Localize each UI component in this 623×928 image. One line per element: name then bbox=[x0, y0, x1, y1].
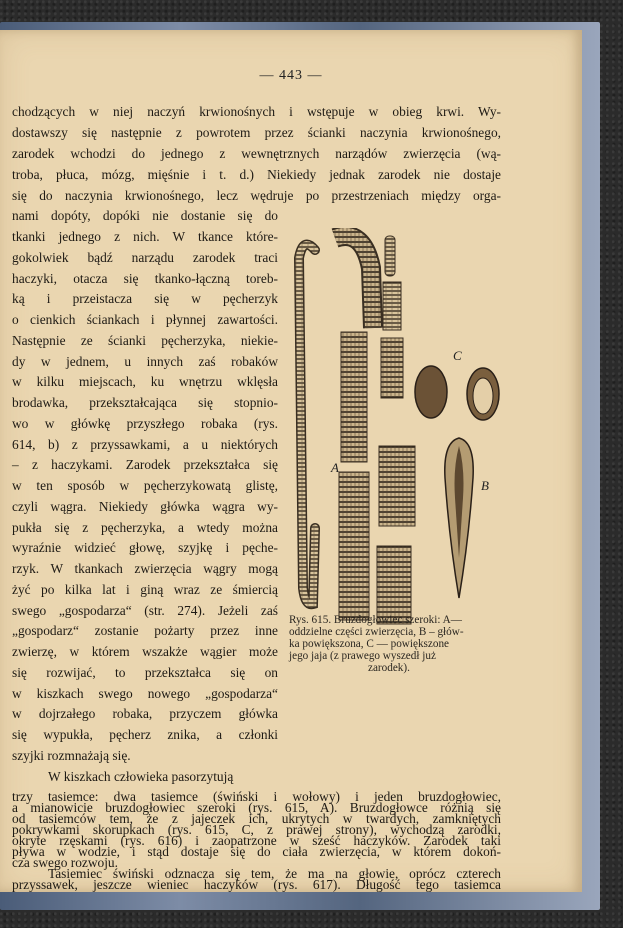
text-line: żyć po kilka lat i giną wraz ze śmiercią bbox=[12, 582, 278, 597]
text-line: rzyk. W tkankach zwierzęcia wągry mogą bbox=[12, 561, 278, 576]
text-line: okryte rzęskami (rys. 616) i zaopatrzone w sześć haczyków. Zarodek taki bbox=[12, 833, 501, 848]
text-line: – z haczykami. Zarodek przekształca się bbox=[12, 457, 278, 472]
text-line: W kiszkach człowieka pasorzytują bbox=[48, 769, 234, 784]
text-line: nami dopóty, dopóki nie dostanie się do bbox=[12, 208, 278, 223]
text-line: swego „gospodarza“ (str. 274). Jeżeli zaś bbox=[12, 603, 278, 618]
text-line: wyraźnie widzieć głowę, szyjkę i pęche- bbox=[12, 540, 278, 555]
text-line: się rozwijać, to przekształca się on bbox=[12, 665, 278, 680]
text-line: trzy tasiemce: dwa tasiemce (świński i wołowy) i jeden bruzdogłowiec, bbox=[12, 789, 501, 804]
text-line: wo w główkę przyszłego robaka (rys. bbox=[12, 416, 278, 431]
text-line: w kilku miejscach, ku wnętrzu wklęsła bbox=[12, 374, 278, 389]
figure-caption-line: ka powiększona, C — powiększone bbox=[289, 638, 450, 650]
text-line: a mianowicie bruzdogłowiec szeroki (rys. 615, A). Bruzdogłowce różnią się bbox=[12, 800, 501, 815]
text-line: się wypukła, pęcherz znika, a członki bbox=[12, 727, 278, 742]
text-line: dostawszy się następnie z powrotem przez ścianki naczynia krwionośnego, bbox=[12, 125, 501, 140]
text-line: 614, b) z przyssawkami, a u niektórych bbox=[12, 437, 278, 452]
text-line: w kiszkach swego nowego „gospodarza“ bbox=[12, 686, 278, 701]
text-line: ką i przeistacza się w pęcherzyk bbox=[12, 291, 278, 306]
text-line: o cienkich ściankach i płynnej zawartości. bbox=[12, 312, 278, 327]
text-line: zarodek wchodzi do jednego z wewnętrznych narządów zwierzęcia (wą- bbox=[12, 146, 501, 161]
text-line: „gospodarz“ zostanie pożarty przez inne bbox=[12, 623, 278, 638]
text-line: dy w jednem, u innych zaś robaków bbox=[12, 354, 278, 369]
text-line: od tasiemców tem, że z jajeczek ich, ukrytych w twardych, zamkniętych bbox=[12, 811, 501, 826]
text-line: w dojrzałego robaka, przyczem główka bbox=[12, 706, 278, 721]
figure-caption-line: Rys. 615. Bruzdogłowiec szeroki: A— bbox=[289, 614, 462, 626]
text-line: szyjki rozmnażają się. bbox=[12, 748, 131, 763]
figure-caption-line: oddzielne części zwierzęcia, B – głów- bbox=[289, 626, 464, 638]
text-line: Następnie ze ścianki pęcherzyka, niekie- bbox=[12, 333, 278, 348]
text-line: czyli wągra. Niekiedy główka wągra wy- bbox=[12, 499, 278, 514]
figure-caption-line: zarodek). bbox=[368, 662, 410, 674]
text-line: się do naczynia krwionośnego, lecz wędruje po przestrzeniach między orga- bbox=[12, 188, 501, 203]
figure-label-b: B bbox=[481, 478, 489, 493]
text-line: Tasiemiec świński odznacza się tem, że ma na głowie, oprócz czterech bbox=[48, 866, 501, 881]
text-line: pokrywkami skorupkach (rys. 615, C, z prawej strony), wychodzą zarodki, bbox=[12, 822, 501, 837]
text-line: w ten sposób w pęcherzykowatą glistę, bbox=[12, 478, 278, 493]
text-line: gokolwiek bądź narządu zarodek traci bbox=[12, 250, 278, 265]
figure-caption-line: jego jaja (z prawego wyszedł już bbox=[289, 650, 436, 662]
text-line: zwierzę, w którem wszakże wągier może bbox=[12, 644, 278, 659]
book-page bbox=[0, 30, 582, 892]
text-line: chodzących w niej naczyń krwionośnych i wstępuje w obieg krwi. Wy- bbox=[12, 104, 501, 119]
text-line: tkanki jednego z nich. W tkance które- bbox=[12, 229, 278, 244]
egg-closed bbox=[415, 366, 447, 418]
figure-615 bbox=[293, 228, 513, 638]
tapeworm-illustration bbox=[293, 228, 513, 638]
text-line: pukła się z pęcherzyka, a wtedy można bbox=[12, 520, 278, 535]
text-line: troba, płuca, mózg, mięśnie i t. d.) Niekiedy jednak zarodek nie dostaje bbox=[12, 167, 501, 182]
text-line: przyssawek, jeszcze wieniec haczyków (rys. 617). Długość tego tasiemca bbox=[12, 877, 501, 892]
figure-label-a: A bbox=[331, 460, 339, 475]
text-line: cza swego rozwoju. bbox=[12, 855, 118, 870]
page-number: — 443 — bbox=[259, 68, 323, 83]
text-line: haczyki, otacza się tkanko-łączną toreb- bbox=[12, 271, 278, 286]
text-line: brodawka, przekształcająca się stopnio- bbox=[12, 395, 278, 410]
text-line: pływa w wodzie, i stąd dostaje się do ciała zwierzęcia, w którem dokoń- bbox=[12, 844, 501, 859]
figure-label-c: C bbox=[453, 348, 462, 363]
